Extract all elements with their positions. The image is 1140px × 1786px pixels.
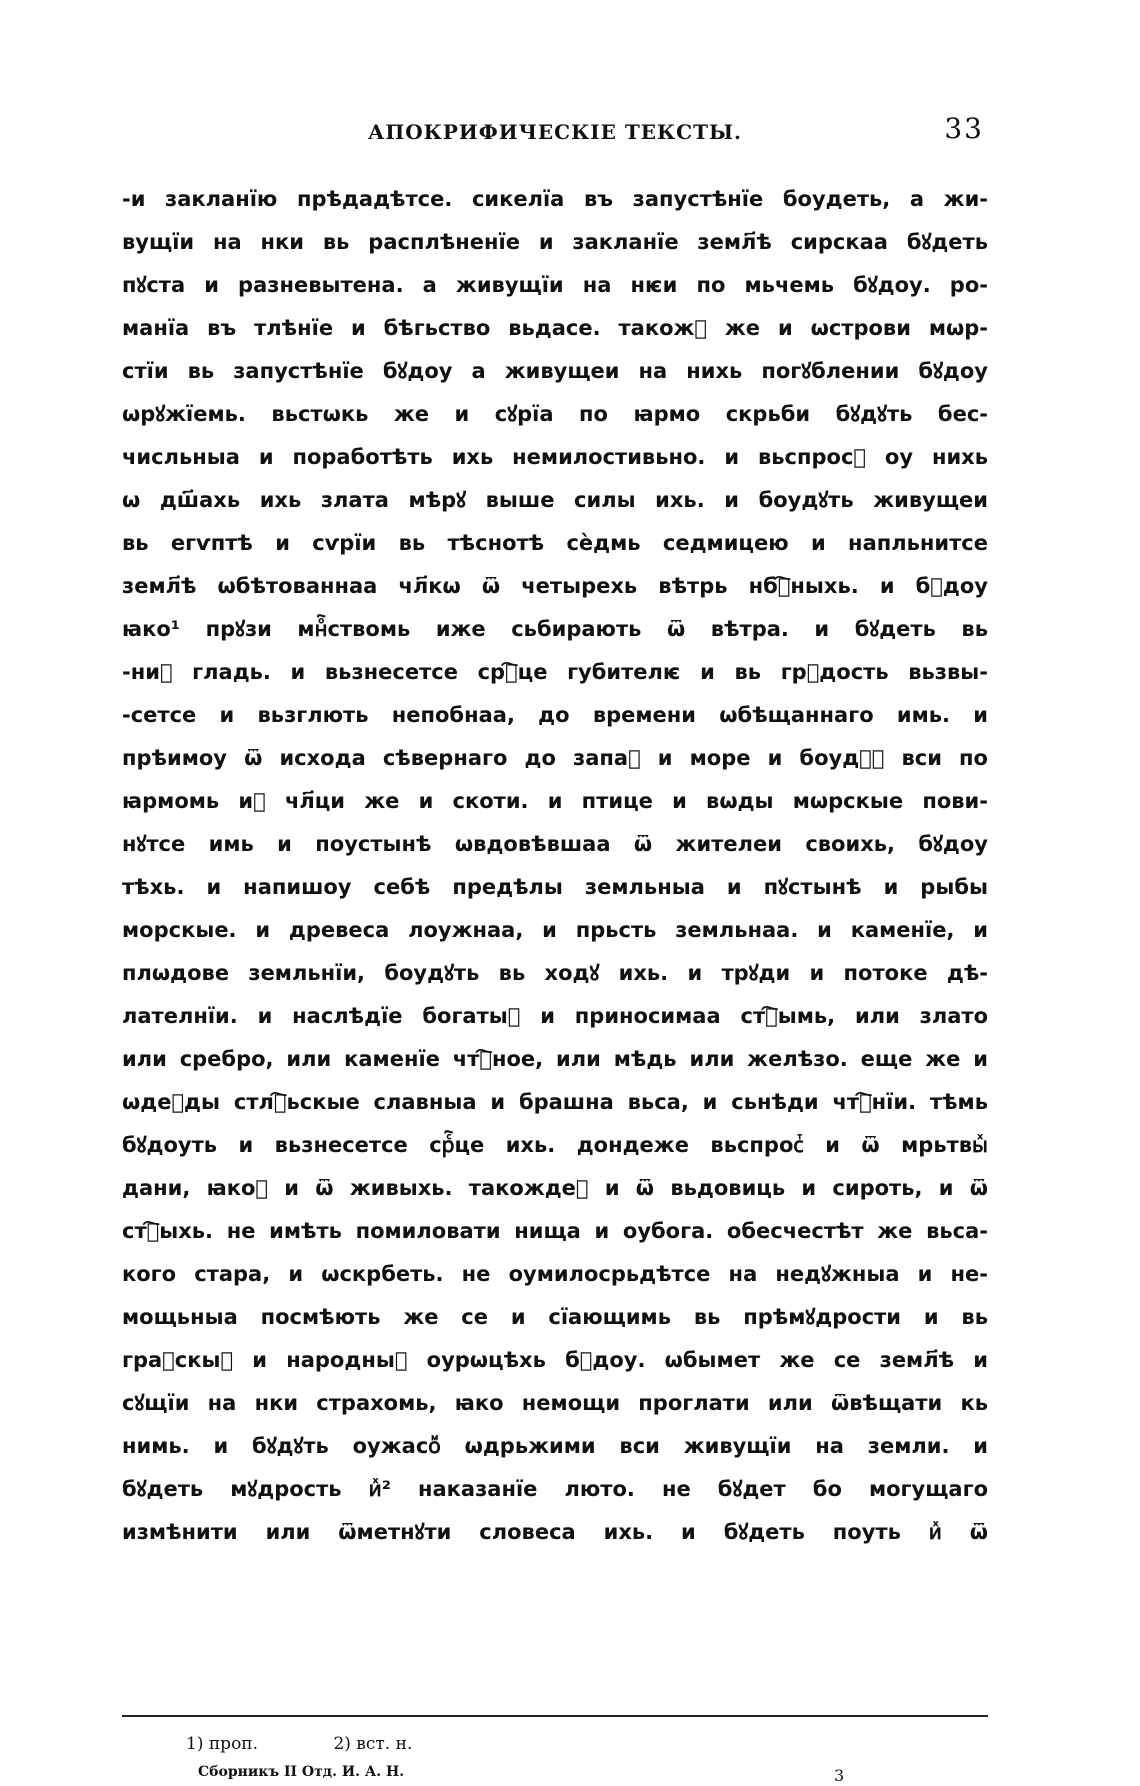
text-line: стⷭ҇ыхь. не имѣть помиловати нища и оубога. обесчестѣт же вьса- [122,1219,988,1243]
text-line: мощьныа посмѣють же се и сїающимь вь прѣмꙋдрости и вь [122,1305,988,1329]
footnote-1: 1) проп. [186,1734,259,1754]
text-line: земл҃ѣ ѡбѣтованнаа чл҃кѡ ѿ четырехь вѣтрь нбⷭ҇ныхь. и бꙋдоу [122,574,988,598]
text-line: плѡдове земльнїи, боудꙋть вь ходꙋ ихь. и трꙋди и потоке дѣ- [122,961,988,985]
footnote-2: 2) вст. н. [333,1734,413,1754]
text-line: прѣимоу ѿ исхода сѣвернаго до запаⷣ и море и боудꙋⷮ вси по [122,746,988,770]
text-line: манїа въ тлѣнїе и бѣгьство вьдасе. такожⷤ же и ѡстрови мѡр- [122,316,988,340]
signature-number: 3 [834,1766,845,1785]
text-line: -ниⷯ гладь. и вьзнесетсе срⷭ҇це губителѥ и вь грꙋдость вьзвы- [122,660,988,684]
text-line: -и закланїю прѣдадѣтсе. сикелїа въ запустѣнїе боудеть, а жи- [122,187,988,211]
text-line: бꙋдоуть и вьзнесетсе срⷭ҇це ихь. дондеже вьспросⷮ и ѿ мрьтвыⷯ [122,1133,988,1157]
text-line: ꙗко¹ прꙋзи мнⷪ҇ствомь иже сьбирають ѿ вѣтра. и бꙋдеть вь [122,617,988,641]
text-line: тѣхь. и напишоу себѣ предѣлы земльныа и пꙋстынѣ и рыбы [122,875,988,899]
text-line: ѡдеⷤды стлⷭ҇ьскые славныа и брашна вьса, и сьнѣди чтⷭ҇нїи. тѣмь [122,1090,988,1114]
text-line: кого стара, и ѡскрбеть. не оумилосрьдѣтсе на недꙋжныа и не- [122,1262,988,1286]
page-title: АПОКРИФИЧЕСКІЕ ТЕКСТЫ. [368,120,742,144]
text-line: нꙋтсе имь и поустынѣ ѡвдовѣвшаа ѿ жителеи своихь, бꙋдоу [122,832,988,856]
text-line: измѣнити или ѿметнꙋти словеса ихь. и бꙋдеть поуть иⷯ ѿ [122,1520,988,1544]
footnote-divider [122,1715,988,1717]
footnotes [186,1734,686,1754]
text-line: стїи вь запустѣнїе бꙋдоу а живущеи на нихь погꙋблении бꙋдоу [122,359,988,383]
page-number: 33 [944,112,984,145]
text-line: лателнїи. и наслѣдїе богатыⷯ и приносимаа стⷭ҇ымь, или злато [122,1004,988,1028]
body-text [122,178,988,1554]
text-line: морскые. и древеса лоужнаа, и прьсть земльнаа. и каменїе, и [122,918,988,942]
text-line: пꙋста и разневытена. а живущїи на нѥи по мьчемь бꙋдоу. ро- [122,273,988,297]
text-line: ѡ дш҃ахь ихь злата мѣрꙋ выше силы ихь. и боудꙋть живущеи [122,488,988,512]
text-line: вущїи на нки вь расплѣненїе и закланїе земл҃ѣ сирскаа бꙋдеть [122,230,988,254]
text-line: ꙗрмомь иⷯ чл҃ци же и скоти. и птице и вѡды мѡрскые пови- [122,789,988,813]
signature-mark: Сборникъ II Отд. И. А. Н. [198,1764,405,1780]
text-line: вь егѵптѣ и сѵрїи вь тѣснотѣ сѐдмь седмицею и напльнитсе [122,531,988,555]
text-line: нимь. и бꙋдꙋть оужасоⷨ ѡдрьжими вси живущїи на земли. и [122,1434,988,1458]
text-line: ѡрꙋжїемь. вьстѡкь же и сꙋрїа по ꙗрмо скрьби бꙋдꙋть бес- [122,402,988,426]
running-head [120,112,990,152]
text-line: граⷣскыⷯ и народныⷯ оурѡцѣхь бꙋдоу. ѡбымет же се земл҃ѣ и [122,1348,988,1372]
text-line: сꙋщїи на нки страхомь, ꙗко немощи проглати или ѿвѣщати кь [122,1391,988,1415]
text-line: бꙋдеть мꙋдрость иⷯ² наказанїе люто. не бꙋдет бо могущаго [122,1477,988,1501]
text-line: дани, ꙗкоⷤ и ѿ живыхь. такождеⷤ и ѿ вьдовиць и сироть, и ѿ [122,1176,988,1200]
text-line: или сребро, или каменїе чтⷭ҇ное, или мѣдь или желѣзо. еще же и [122,1047,988,1071]
text-line: -сетсе и вьзглють непобнаа, до времени ѡбѣщаннаго имь. и [122,703,988,727]
text-line: числьныа и поработѣть ихь немилостивьно. и вьспросⷮ оу нихь [122,445,988,469]
